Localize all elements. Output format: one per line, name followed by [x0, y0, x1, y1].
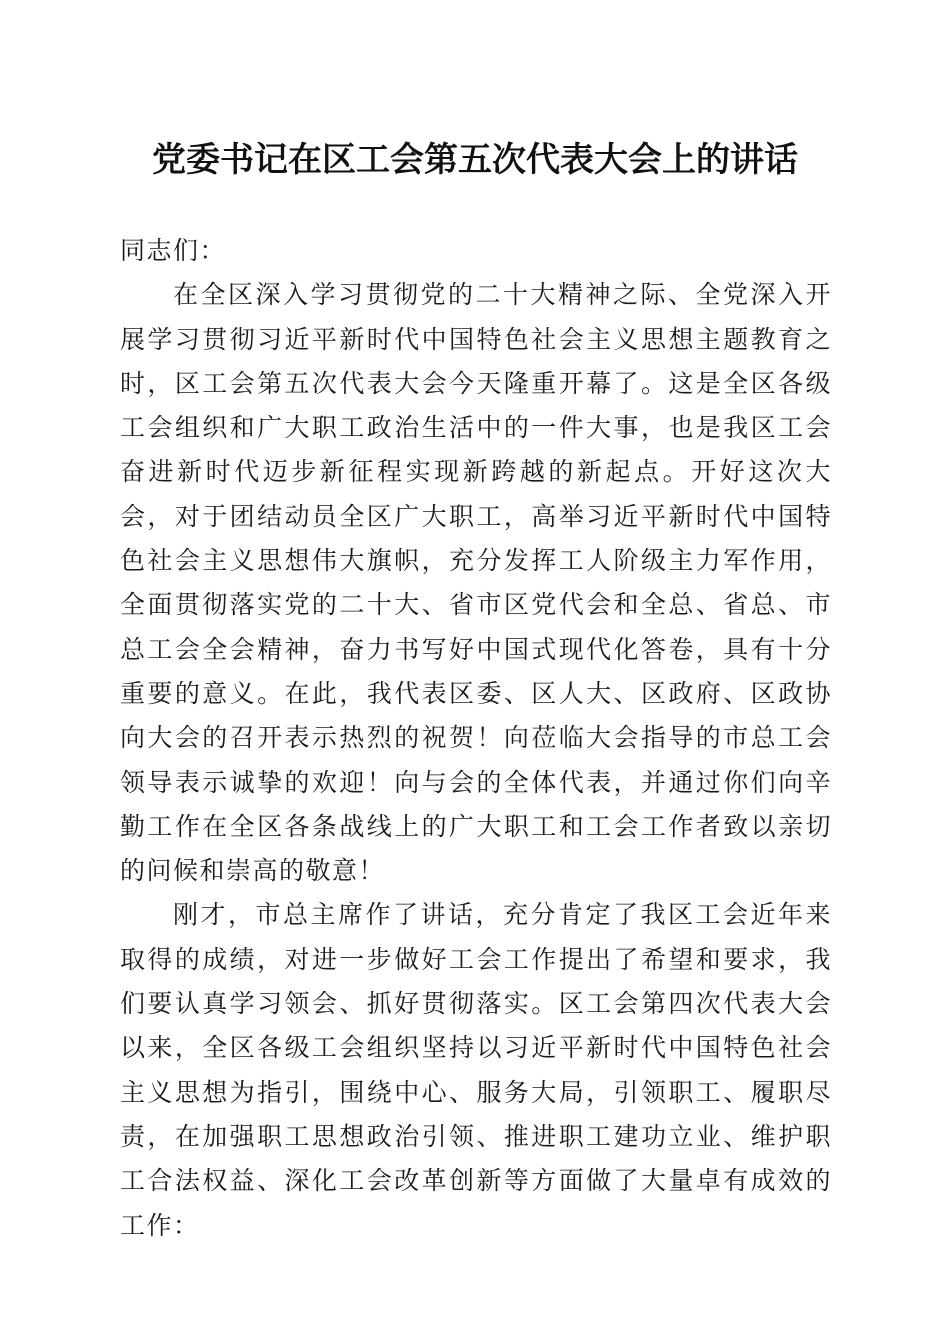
- salutation: 同志们：: [120, 236, 227, 265]
- document-title: 党委书记在区工会第五次代表大会上的讲话: [152, 140, 798, 180]
- document-body: [120, 229, 832, 1248]
- paragraph-1: 在全区深入学习贯彻党的二十大精神之际、全党深入开展学习贯彻习近平新时代中国特色社会主义思想主题教育之时，区工会第五次代表大会今天隆重开幕了。这是全区各级工会组织和广大职工政治生活中的一件大事，也是我区工会奋进新时代迈步新征程实现新跨越的新起点。开好这次大会，对于团结动员全区广大职工，高举习近平新时代中国特色社会主义思想伟大旗帜，充分发挥工人阶级主力军作用，全面贯彻落实党的二十大、省市区党代会和全总、省总、市总工会全会精神，奋力书写好中国式现代化答卷，具有十分重要的意义。在此，我代表区委、区人大、区政府、区政协向大会的召开表示热烈的祝贺！向莅临大会指导的市总工会领导表示诚挚的欢迎！向与会的全体代表，并通过你们向辛勤工作在全区各条战线上的广大职工和工会工作者致以亲切的问候和崇高的敬意！: [120, 280, 832, 886]
- paragraph-2: 刚才，市总主席作了讲话，充分肯定了我区工会近年来取得的成绩，对进一步做好工会工作提出了希望和要求，我们要认真学习领会、抓好贯彻落实。区工会第四次代表大会以来，全区各级工会组织坚持以习近平新时代中国特色社会主义思想为指引，围绕中心、服务大局，引领职工、履职尽责，在加强职工思想政治引领、推进职工建功立业、维护职工合法权益、深化工会改革创新等方面做了大量卓有成效的工作：: [120, 900, 832, 1240]
